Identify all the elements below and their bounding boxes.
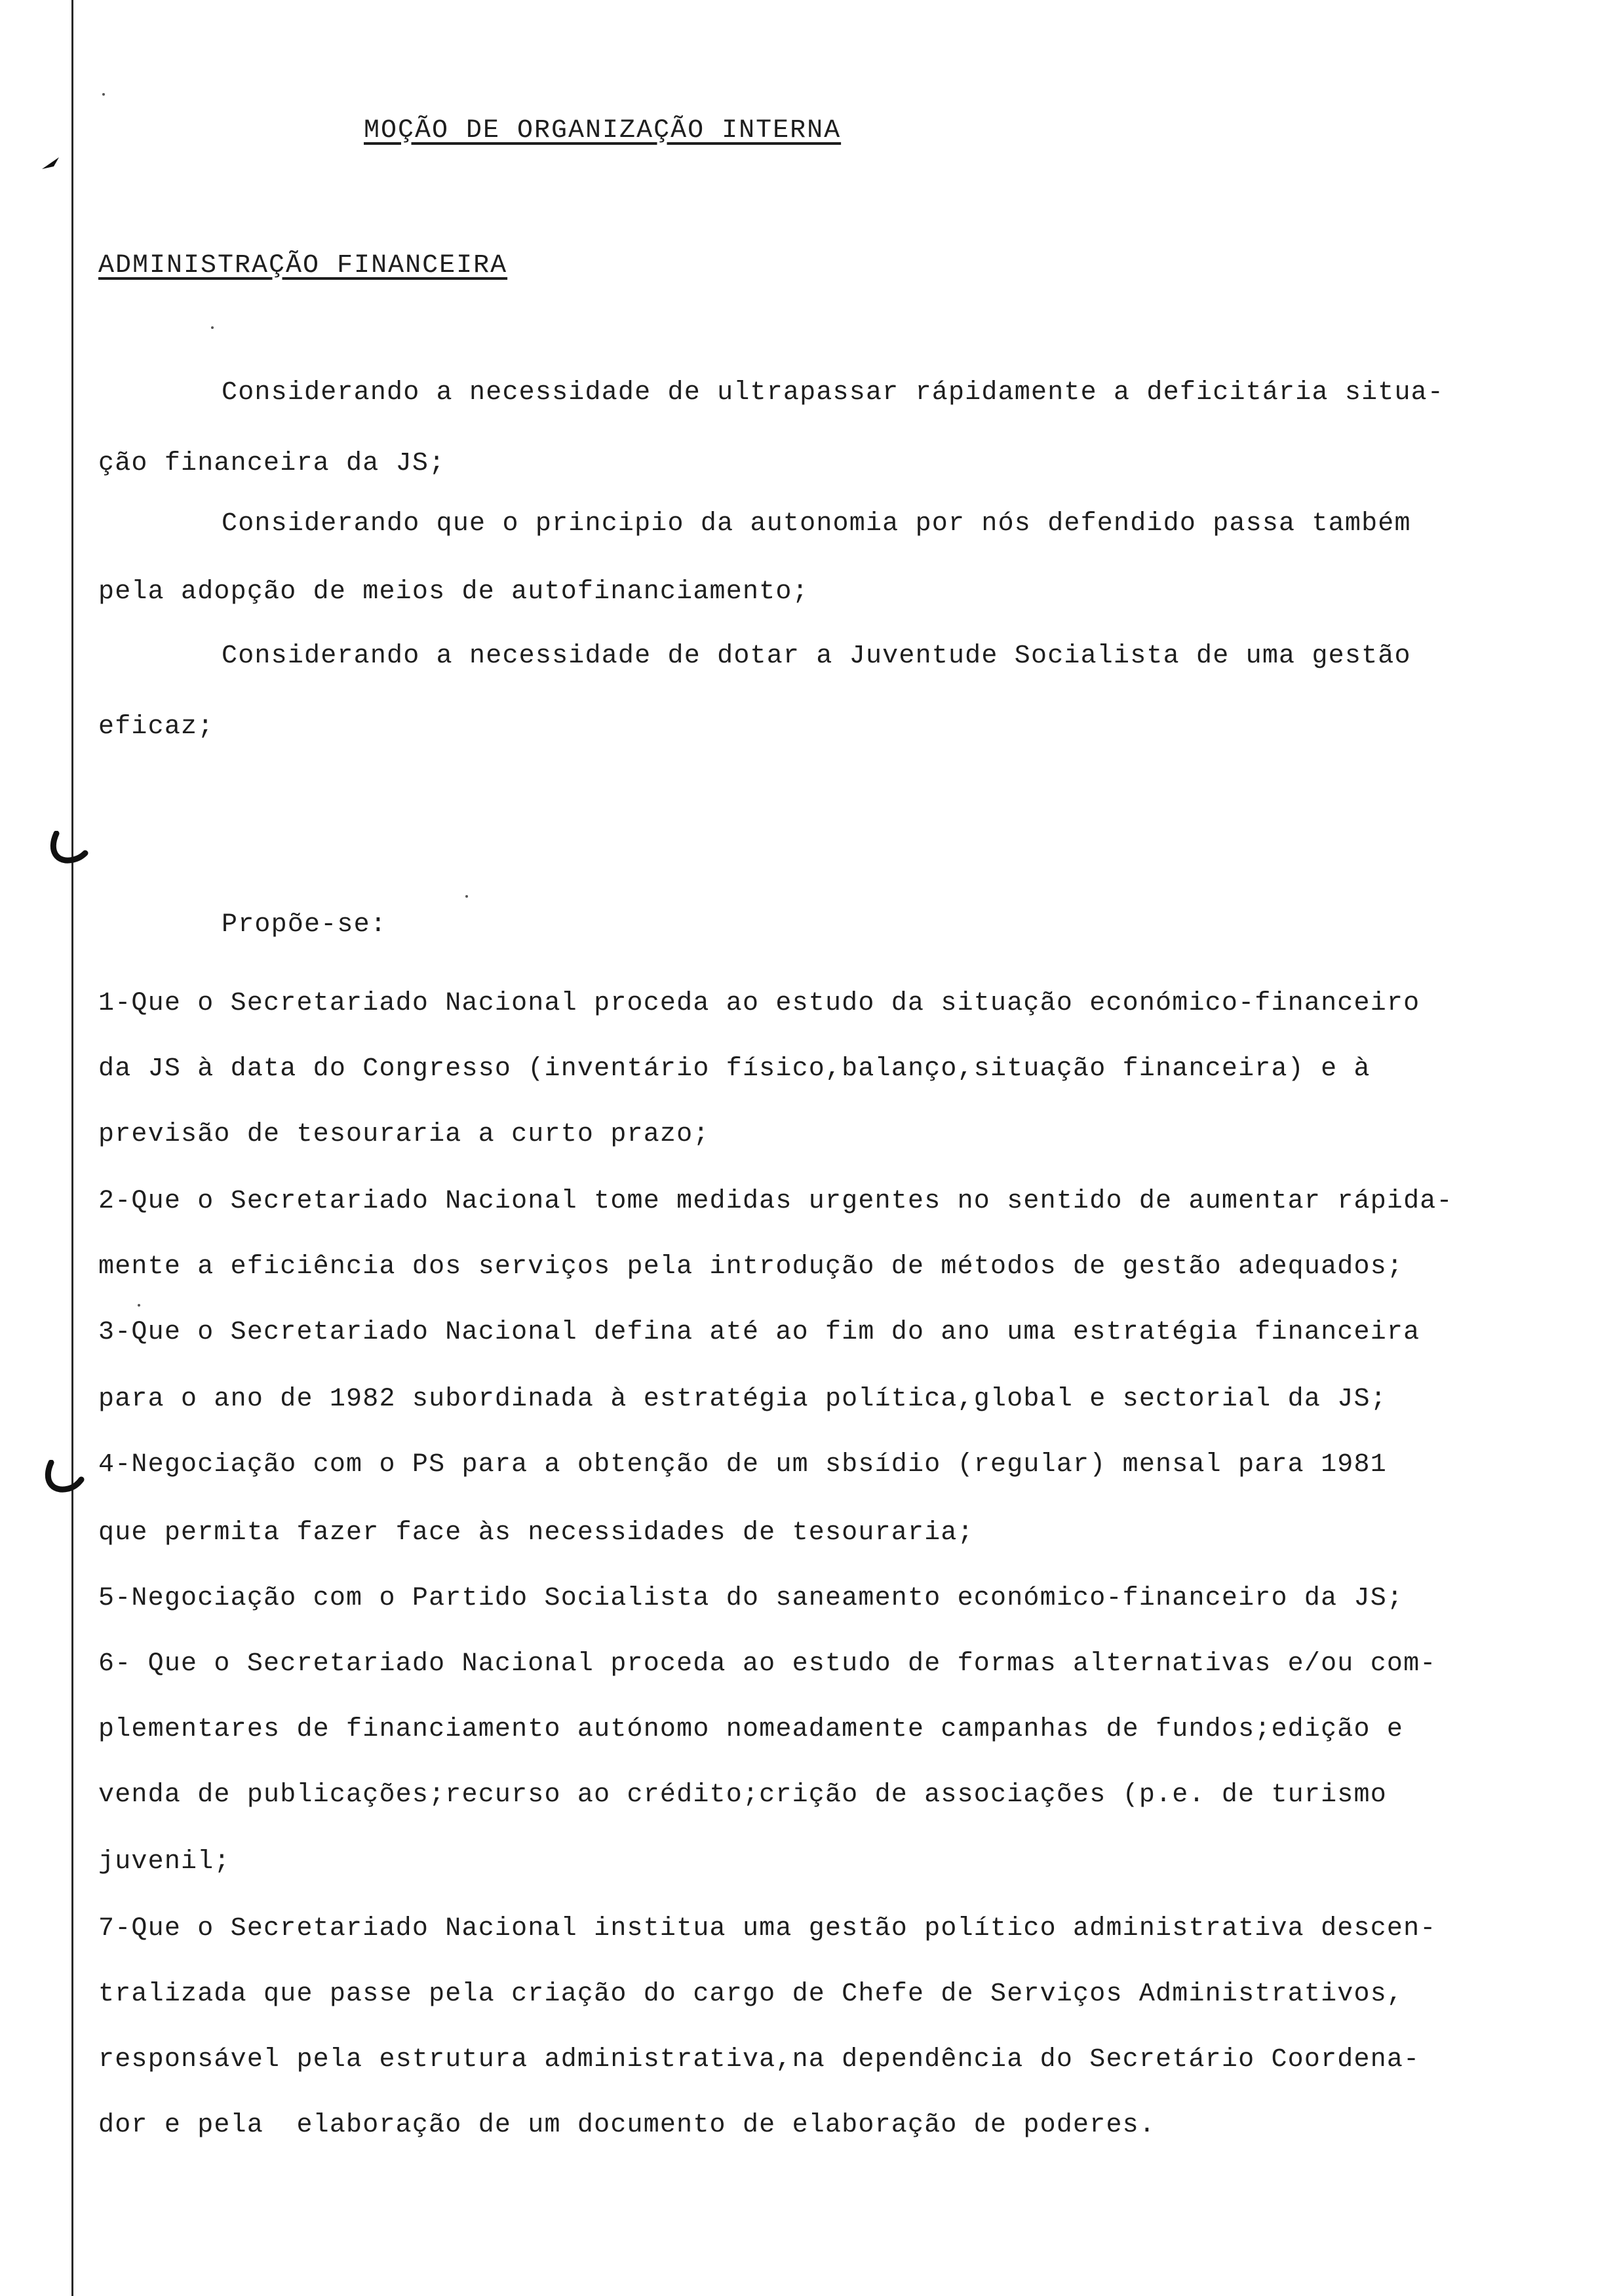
text-line: tralizada que passe pela criação do cargo de Chefe de Serviços Administrativos, xyxy=(98,1980,1404,2009)
text-line: 4-Negociação com o PS para a obtenção de um sbsídio (regular) mensal para 1981 xyxy=(98,1450,1387,1480)
text-line: Considerando a necessidade de dotar a Juventude Socialista de uma gestão xyxy=(222,641,1411,671)
stray-dot xyxy=(102,93,105,96)
text-line: dor e pela elaboração de um documento de elaboração de poderes. xyxy=(98,2111,1156,2140)
text-line: Considerando a necessidade de ultrapassar rápidamente a deficitária situa- xyxy=(222,378,1445,408)
margin-bracket-top-icon xyxy=(45,831,90,870)
text-line: da JS à data do Congresso (inventário físico,balanço,situação financeira) e à xyxy=(98,1054,1371,1084)
section-heading: ADMINISTRAÇÃO FINANCEIRA xyxy=(98,251,508,280)
text-line: mente a eficiência dos serviços pela introdução de métodos de gestão adequados; xyxy=(98,1252,1404,1282)
text-line: 2-Que o Secretariado Nacional tome medidas urgentes no sentido de aumentar rápida- xyxy=(98,1187,1453,1216)
text-line: 3-Que o Secretariado Nacional defina até ao fim do ano uma estratégia financeira xyxy=(98,1318,1420,1347)
text-line: juvenil; xyxy=(98,1847,231,1877)
text-line: previsão de tesouraria a curto prazo; xyxy=(98,1120,710,1149)
pen-tick-mark-icon xyxy=(39,149,79,176)
document-title: MOÇÃO DE ORGANIZAÇÃO INTERNA xyxy=(364,116,842,145)
stray-dot xyxy=(211,326,214,329)
text-line: 6- Que o Secretariado Nacional proceda ao estudo de formas alternativas e/ou com- xyxy=(98,1649,1437,1679)
left-margin-line xyxy=(71,0,73,2296)
stray-dot xyxy=(138,1304,140,1307)
margin-bracket-bottom-icon xyxy=(39,1460,85,1499)
text-line: pela adopção de meios de autofinanciamento; xyxy=(98,577,809,607)
text-line: 5-Negociação com o Partido Socialista do saneamento económico-financeiro da JS; xyxy=(98,1584,1404,1613)
text-line: Considerando que o principio da autonomia por nós defendido passa também xyxy=(222,509,1411,539)
text-line: ção financeira da JS; xyxy=(98,449,446,478)
text-line: venda de publicações;recurso ao crédito;crição de associações (p.e. de turismo xyxy=(98,1780,1387,1810)
text-line: plementares de financiamento autónomo nomeadamente campanhas de fundos;edição e xyxy=(98,1715,1404,1744)
text-line: para o ano de 1982 subordinada à estratégia política,global e sectorial da JS; xyxy=(98,1385,1387,1414)
text-line: 1-Que o Secretariado Nacional proceda ao estudo da situação económico-financeiro xyxy=(98,989,1420,1018)
text-line: que permita fazer face às necessidades de tesouraria; xyxy=(98,1518,974,1548)
text-line: eficaz; xyxy=(98,712,214,742)
text-line: Propõe-se: xyxy=(222,910,387,940)
text-line: responsável pela estrutura administrativa,na dependência do Secretário Coordena- xyxy=(98,2045,1420,2075)
text-line: 7-Que o Secretariado Nacional institua uma gestão político administrativa descen- xyxy=(98,1914,1437,1943)
stray-dot xyxy=(465,895,468,898)
